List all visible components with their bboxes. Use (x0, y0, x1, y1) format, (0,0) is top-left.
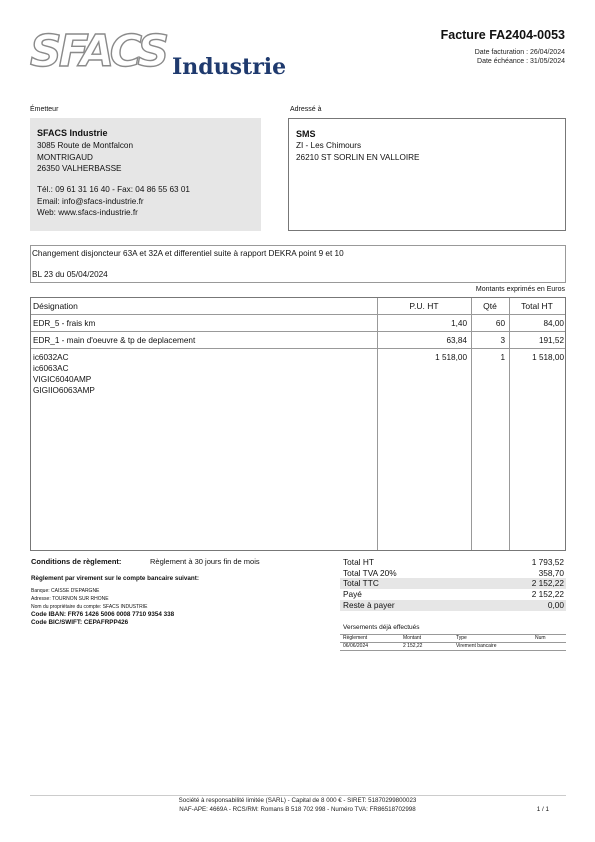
currency-note: Montants exprimés en Euros (475, 286, 565, 293)
total-ttc-value: 2 152,22 (531, 578, 564, 588)
payment-conditions-label: Conditions de règlement: (31, 557, 122, 566)
emitter-email: Email: info@sfacs-industrie.fr (37, 197, 144, 206)
recipient-postal: 26210 ST SORLIN EN VALLOIRE (296, 153, 420, 162)
total-ttc-row (340, 578, 566, 589)
transfer-title: Règlement par virement sur le compte bancaire suivant: (31, 575, 199, 582)
payments-header-montant: Montant (403, 635, 422, 641)
company-logo-word: Industrie (172, 54, 287, 80)
row-separator (31, 348, 565, 349)
recipient-box (288, 118, 566, 231)
page-number: 1 / 1 (536, 806, 549, 813)
header-total: Total HT (521, 301, 553, 311)
account-owner: Nom du propriétaire du compte: SFACS INDUSTRIE (31, 604, 148, 610)
item-unit-price: 63,84 (446, 336, 467, 345)
emitter-name: SFACS Industrie (37, 128, 108, 138)
total-ht-value: 1 793,52 (531, 557, 564, 567)
iban: Code IBAN: FR76 1426 5006 0008 7710 9354 338 (31, 611, 175, 618)
recipient-address: ZI - Les Chimours (296, 141, 362, 150)
total-ht-row (340, 557, 566, 568)
payments-rule (340, 634, 566, 635)
total-tva-value: 358,70 (538, 568, 564, 578)
item-total: 1 518,00 (532, 353, 564, 362)
payments-rule (340, 642, 566, 643)
items-table (30, 297, 566, 551)
remaining-row (340, 600, 566, 611)
company-logo-mark: SFACS (30, 26, 167, 77)
recipient-name: SMS (296, 129, 316, 139)
bic-swift: Code BIC/SWIFT: CEPAFRPP426 (31, 619, 129, 626)
paid-row (340, 589, 566, 600)
payments-header-type: Type (456, 635, 467, 641)
invoice-date: Date facturation : 26/04/2024 (474, 49, 565, 56)
item-designation-line: VIGIC6040AMP (33, 375, 92, 384)
item-designation: EDR_1 - main d'oeuvre & tp de deplacement (33, 336, 196, 345)
row-separator (31, 331, 565, 332)
emitter-label: Émetteur (30, 106, 59, 113)
emitter-address: 3085 Route de Montfalcon (37, 141, 134, 150)
footer-legal-2: NAF-APE: 4669A - RCS/RM: Romans B 518 702 998 - Numéro TVA: FR86518702998 (179, 806, 416, 813)
row-separator (31, 314, 565, 315)
payment-conditions-value: Règlement à 30 jours fin de mois (150, 557, 260, 566)
total-tva-label: Total TVA 20% (343, 568, 397, 578)
payment-date: 06/06/2024 (343, 643, 369, 649)
paid-label: Payé (343, 589, 362, 599)
emitter-postal: 26350 VALHERBASSE (37, 164, 122, 173)
item-designation-line: ic6032AC (33, 353, 69, 362)
footer-legal-1: Société à responsabilité limitée (SARL) - Capital de 8 000 € - SIRET: 51870299800023 (178, 797, 417, 804)
invoice-title: Facture FA2404-0053 (440, 28, 565, 42)
remaining-value: 0,00 (547, 600, 564, 610)
item-unit-price: 1 518,00 (435, 353, 467, 362)
item-unit-price: 1,40 (451, 319, 467, 328)
item-total: 84,00 (543, 319, 564, 328)
emitter-phone: Tél.: 09 61 31 16 40 - Fax: 04 86 55 63 01 (37, 185, 190, 194)
invoice-description-box (30, 245, 566, 283)
paid-value: 2 152,22 (531, 589, 564, 599)
payments-title: Versements déjà effectués (343, 624, 420, 631)
total-ht-label: Total HT (343, 557, 374, 567)
item-designation-line: GIGIIO6063AMP (33, 386, 95, 395)
emitter-city: MONTRIGAUD (37, 153, 93, 162)
payments-rule (340, 650, 566, 651)
payment-amount: 2 152,22 (403, 643, 423, 649)
bank-address: Adresse: TOURNON SUR RHONE (31, 596, 109, 602)
footer-separator (30, 795, 566, 796)
payments-header-reglement: Règlement (343, 635, 368, 641)
header-designation: Désignation (33, 301, 78, 311)
description-text: Changement disjoncteur 63A et 32A et differentiel suite à rapport DEKRA point 9 et 10 (32, 249, 344, 258)
bank-name: Banque: CAISSE D'EPARGNE (31, 588, 100, 594)
recipient-label: Adressé à (290, 106, 322, 113)
emitter-box (30, 118, 261, 231)
header-quantity: Qté (483, 301, 497, 311)
item-quantity: 60 (495, 319, 505, 328)
payment-type: Virement bancaire (456, 643, 497, 649)
total-ttc-label: Total TTC (343, 578, 379, 588)
item-designation: EDR_5 - frais km (33, 319, 96, 328)
item-designation-line: ic6063AC (33, 364, 69, 373)
item-total: 191,52 (538, 336, 564, 345)
remaining-label: Reste à payer (343, 600, 395, 610)
item-quantity: 1 (500, 353, 505, 362)
header-unit-price: P.U. HT (409, 301, 439, 311)
payments-header-num: Num (535, 635, 546, 641)
delivery-note-ref: BL 23 du 05/04/2024 (32, 270, 108, 279)
item-quantity: 3 (500, 336, 505, 345)
emitter-web: Web: www.sfacs-industrie.fr (37, 208, 138, 217)
invoice-due-date: Date échéance : 31/05/2024 (477, 58, 565, 65)
